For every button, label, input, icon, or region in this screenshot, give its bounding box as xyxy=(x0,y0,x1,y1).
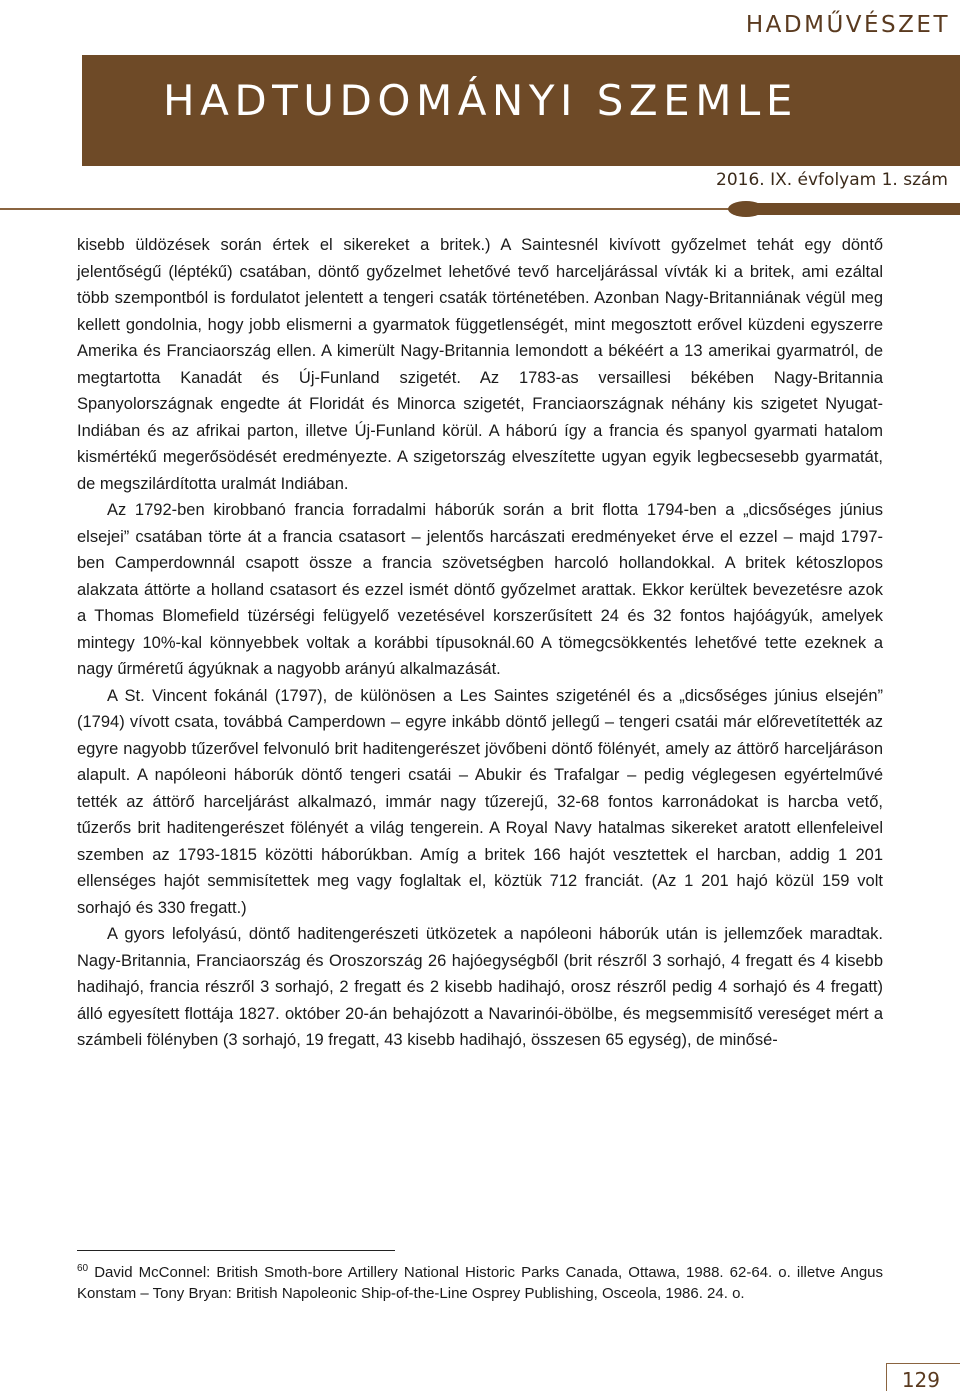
page-number: 129 xyxy=(901,1368,940,1392)
footnote-number: 60 xyxy=(77,1263,89,1274)
paragraph-2: Az 1792-ben kirobbanó francia forradalmi háborúk során a brit flotta 1794-ben a „dicsőséges június elsejei” csatában törte át a francia csatasort – jelentős harcászati eredményeket érve el ezzel – majd 1797-ben Camperdownnál csapott össze a francia szövetségben harcoló hollandokkal. A britek kétoszlopos alakzata áttörte a holland csatasort és ezzel ismét döntő győzelmet arattak. Ekkor kerültek bevezetésre azok a Thomas Blomefield tüzérségi felügyelő vezetésével korszerűsített 24 és 32 fontos hajóágyúk, amelyek mintegy 10%-kal könnyebbek voltak a korábbi típusoknál.60 A tömegcsökkentés lehetővé tette ezeknek a nagy űrméretű ágyúknak a nagyobb arányú alkalmazását. xyxy=(77,501,883,678)
journal-title: HADTUDOMÁNYI SZEMLE xyxy=(163,76,798,125)
section-label: HADMŰVÉSZET xyxy=(745,12,950,38)
paragraph-4: A gyors lefolyású, döntő haditengerészeti ütközetek a napóleoni háborúk után is jellemzőek maradtak. Nagy-Britannia, Franciaország és Oroszország 26 hajóegységből (brit részről 3 sorhajó, 4 fregatt és 4 kisebb hadihajó, francia részről 3 sorhajó, 2 fregatt és 2 kisebb hadihajó, orosz részről pedig 4 sorhajó és 4 fregatt) álló egyesített flottája 1827. október 20-án behajózott a Navarinói-öbölbe, és megsemmisítő vereséget mért a számbeli fölényben (3 sorhajó, 19 fregatt, 43 kisebb hadihajó, összesen 65 egység), de minősé- xyxy=(77,925,883,1049)
page-number-rule xyxy=(886,1363,960,1364)
paragraph-1: kisebb üldözések során értek el sikereket a britek.) A Saintesnél kivívott győzelmet tehát egy döntő jelentőségű (léptékű) csatában, döntő győzelmet lehetővé tevő harceljárással vívták ki a britek, ami ezáltal több szempontból is fordulatot jelentett a tengeri csaták történetében. Azonban Nagy-Britanniának végül meg kellett gondolnia, hogy jobb elismerni a gyarmatok függetlenségét, mint megosztott erővel küzdeni egyszerre Amerika és Franciaország ellen. A kimerült Nagy-Britannia lemondott a békéért a 13 amerikai gyarmatról, de megtartotta Kanadát és Új-Funland szigetét. Az 1783-as versaillesi békében Nagy-Britannia Spanyolországnak engedte át Floridát és Minorca szigetét, Franciaországnak néhány kis szigetet Nyugat-Indiában és az afrikai parton, illetve Új-Funland körül. A háború így a francia és spanyol gyarmati hatalom kismértékű megerősödését eredményezte. A szigetország elveszítette ugyan egyik legbecsesebb gyarmatát, de megszilárdította uralmát Indiában. xyxy=(77,236,883,493)
issue-info: 2016. IX. évfolyam 1. szám xyxy=(716,170,948,190)
page-number-bracket xyxy=(886,1363,887,1391)
footnote xyxy=(77,1262,883,1304)
article-body xyxy=(77,232,883,1054)
header-rule-bar xyxy=(752,203,960,215)
paragraph-3: A St. Vincent fokánál (1797), de különösen a Les Saintes szigeténél és a „dicsőséges június elsején” (1794) vívott csata, továbbá Camperdown – egyre inkább döntő jellegű – tengeri csatái már előrevetítették az egyre nagyobb tűzerővel felvonuló brit haditengerészet jövőbeni döntő fölényét, amely az áttörő harceljáráson alapult. A napóleoni háborúk döntő tengeri csatái – Abukir és Trafalgar – pedig véglegesen egyértelművé tették az áttörő harceljárást alkalmazó, immár nagy tűzerejű, 32-68 fontos karronádokat is harcba vető, tűzerős brit haditengerészet fölényét a világ tengerein. A Royal Navy hatalmas sikereket aratott ellenfeleivel szemben az 1793-1815 közötti háborúkban. Amíg a britek 166 hajót vesztettek el harcban, addig 1 201 ellenséges hajót semmisítettek meg vagy foglaltak el, köztük 712 franciát. (Az 1 201 hajó közül 159 volt sorhajó és 330 fregatt.) xyxy=(77,686,883,917)
footnote-separator xyxy=(77,1250,395,1251)
footnote-text: David McConnel: British Smoth-bore Artillery National Historic Parks Canada, Ottawa, 1988. 62-64. o. illetve Angus Konstam – Tony Bryan: British Napoleonic Ship-of-the-Line Osprey Publishing, Osceola, 1986. 24. o. xyxy=(77,1264,883,1302)
